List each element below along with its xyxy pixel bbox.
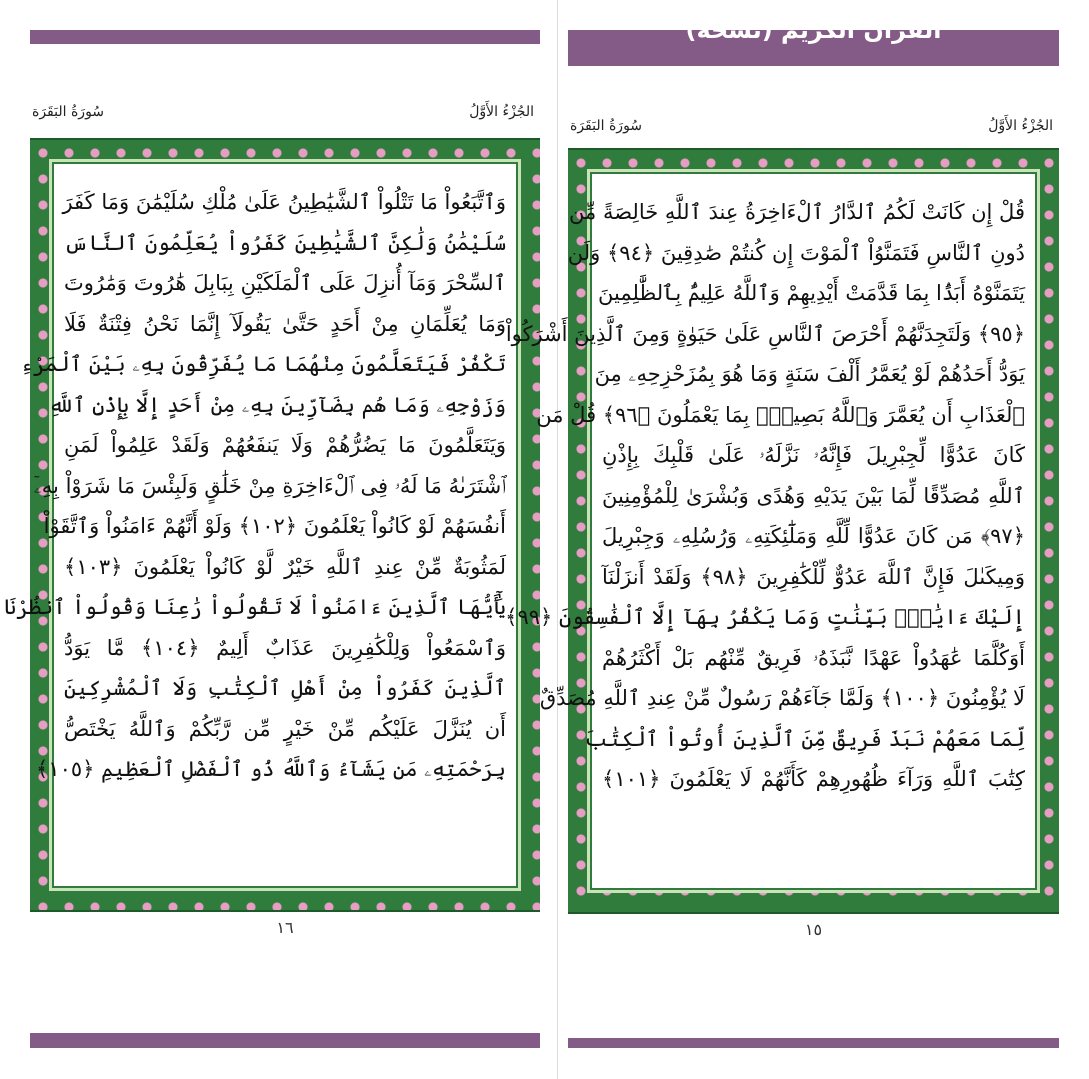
text-line: يَتَمَنَّوْهُ أَبَدًۢا بِمَا قَدَّمَتْ أَيْدِيهِمْ وَٱللَّهُ عَلِيمٌۢ بِٱلظَّٰلِمِينَ [598, 281, 1025, 305]
text-line: وَمَا يُعَلِّمَانِ مِنْ أَحَدٍ حَتَّىٰ يَقُولَآ إِنَّمَا نَحْنُ فِتْنَةٌ فَلَا [64, 311, 506, 336]
quran-text-left [3, 162, 518, 888]
text-line: لَا يُؤْمِنُونَ ﴿١٠٠﴾ وَلَمَّا جَآءَهُمْ رَسُولٌ مِّنْ عِندِ ٱللَّهِ مُصَدِّقٌ [539, 686, 1025, 710]
text-line: كِتَٰبَ ٱللَّهِ وَرَآءَ ظُهُورِهِمْ كَأَنَّهُمْ لَا يَعْلَمُونَ ﴿١٠١﴾ [602, 767, 1025, 791]
app-title: القرآن الكريم (نسخة) [685, 16, 942, 44]
text-line: أَن يُنَزَّلَ عَلَيْكُم مِّنْ خَيْرٍ مِّن رَّبِّكُمْ وَٱللَّهُ يَخْتَصُّ [64, 716, 506, 741]
juz-label: الجُزْءُ الأَوَّلُ [469, 104, 534, 120]
text-line: قُلْ إِن كَانَتْ لَكُمُ ٱلدَّارُ ٱلْءَاخِرَةُ عِندَ ٱللَّهِ خَالِصَةً مِّن [569, 200, 1025, 224]
ornamental-frame-left [3, 138, 540, 912]
mushaf-page-15[interactable] [505, 0, 1059, 1079]
ornamental-frame-right [505, 148, 1059, 914]
text-line: ٱشْتَرَىٰهُ مَا لَهُۥ فِى ٱلْءَاخِرَةِ مِنْ خَلَٰقٍ وَلَبِئْسَ مَا شَرَوْاْ بِهِۦٓ [33, 473, 506, 498]
text-line: ﴿٩٧﴾ مَن كَانَ عَدُوًّا لِّلَّهِ وَمَلَٰٓئِكَتِهِۦ وَرُسُلِهِۦ وَجِبْرِيلَ [602, 524, 1025, 548]
text-line: كَانَ عَدُوًّا لِّجِبْرِيلَ فَإِنَّهُۥ نَزَّلَهُۥ عَلَىٰ قَلْبِكَ بِإِذْنِ [602, 443, 1025, 467]
text-line: سُلَيْمَٰنُ وَلَٰكِنَّ ٱلشَّيَٰطِينَ كَفَرُواْ يُعَلِّمُونَ ٱلنَّاسَ [64, 230, 506, 255]
text-line: لَمَثُوبَةٌ مِّنْ عِندِ ٱللَّهِ خَيْرٌ لَّوْ كَانُواْ يَعْلَمُونَ ﴿١٠٣﴾ [64, 554, 506, 579]
text-line: يَوَدُّ أَحَدُهُمْ لَوْ يُعَمَّرُ أَلْفَ سَنَةٍ وَمَا هُوَ بِمُزَحْزِحِهِۦ مِنَ [594, 362, 1025, 386]
text-line: ﴿٩٥﴾ وَلَتَجِدَنَّهُمْ أَحْرَصَ ٱلنَّاسِ عَلَىٰ حَيَوٰةٍ وَمِنَ ٱلَّذِينَ أَشْرَكُواْ [505, 321, 1025, 346]
text-line: إِلَيْكَ ءَايَٰتٍۭ بَيِّنَٰتٍ وَمَا يَكْفُرُ بِهَآ إِلَّا ٱلْفَٰسِقُونَ ﴿٩٩﴾ [505, 605, 1025, 629]
text-line: تَكْفُرْ فَيَتَعَلَّمُونَ مِنْهُمَا مَا يُفَرِّقُونَ بِهِۦ بَيْنَ ٱلْمَرْءِ [20, 352, 506, 376]
quran-text-right [505, 172, 1037, 890]
text-line: وَٱسْمَعُواْ وَلِلْكَٰفِرِينَ عَذَابٌ أَلِيمٌ ﴿١٠٤﴾ مَّا يَوَدُّ [64, 635, 506, 660]
text-line: دُونِ ٱلنَّاسِ فَتَمَنَّوُاْ ٱلْمَوْتَ إِن كُنتُمْ صَٰدِقِينَ ﴿٩٤﴾ وَلَن [567, 240, 1025, 265]
page-gap [540, 0, 568, 1079]
surah-label: سُورَةُ البَقَرَة [570, 118, 643, 134]
text-line: أَوَكُلَّمَا عَٰهَدُواْ عَهْدًا نَّبَذَهُۥ فَرِيقٌ مِّنْهُم بَلْ أَكْثَرُهُمْ [602, 645, 1025, 670]
text-line: ٱلَّذِينَ كَفَرُواْ مِنْ أَهْلِ ٱلْكِتَٰبِ وَلَا ٱلْمُشْرِكِينَ [64, 676, 506, 700]
text-line: يَٰٓأَيُّهَا ٱلَّذِينَ ءَامَنُواْ لَا تَقُولُواْ رَٰعِنَا وَقُولُواْ ٱنظُرْنَا [3, 595, 506, 619]
text-line: وَمِيكَىٰلَ فَإِنَّ ٱللَّهَ عَدُوٌّ لِّلْكَٰفِرِينَ ﴿٩٨﴾ وَلَقَدْ أَنزَلْنَآ [602, 564, 1025, 589]
text-line: وَزَوْجِهِۦ وَمَا هُم بِضَآرِّينَ بِهِۦ مِنْ أَحَدٍ إِلَّا بِإِذْنِ ٱللَّهِ [48, 392, 506, 417]
text-line: وَٱتَّبَعُواْ مَا تَتْلُواْ ٱلشَّيَٰطِينُ عَلَىٰ مُلْكِ سُلَيْمَٰنَ وَمَا كَفَرَ [62, 190, 506, 214]
page-number: ١٥ [804, 920, 823, 939]
title-bar [568, 16, 1059, 66]
page-divider [557, 0, 558, 1079]
bottom-bar-left [30, 1033, 540, 1048]
top-bar-left [30, 30, 540, 44]
text-line: وَيَتَعَلَّمُونَ مَا يَضُرُّهُمْ وَلَا يَنفَعُهُمْ وَلَقَدْ عَلِمُواْ لَمَنِ [64, 433, 506, 457]
juz-label: الجُزْءُ الأَوَّلُ [988, 118, 1053, 134]
text-line: ٱلْعَذَابِ أَن يُعَمَّرَ وَٱللَّهُ بَصِيرٌۢ بِمَا يَعْمَلُونَ ﴿٩٦﴾ قُلْ مَن [536, 402, 1025, 427]
text-line: أَنفُسَهُمْ لَوْ كَانُواْ يَعْلَمُونَ ﴿١٠٢﴾ وَلَوْ أَنَّهُمْ ءَامَنُواْ وَٱتَّقَوْاْ [43, 514, 506, 538]
text-line: بِرَحْمَتِهِۦ مَن يَشَآءُ وَٱللَّهُ ذُو ٱلْفَضْلِ ٱلْعَظِيمِ ﴿١٠٥﴾ [35, 757, 506, 781]
text-line: ٱلسِّحْرَ وَمَآ أُنزِلَ عَلَى ٱلْمَلَكَيْنِ بِبَابِلَ هَٰرُوتَ وَمَٰرُوتَ [64, 271, 506, 295]
page-number: ١٦ [276, 918, 294, 937]
mushaf-page-16[interactable] [3, 0, 540, 1079]
text-line: لِّمَا مَعَهُمْ نَبَذَ فَرِيقٌ مِّنَ ٱلَّذِينَ أُوتُواْ ٱلْكِتَٰبَ [584, 726, 1025, 751]
bottom-bar-right [568, 1038, 1059, 1048]
text-line: ٱللَّهِ مُصَدِّقًا لِّمَا بَيْنَ يَدَيْهِ وَهُدًى وَبُشْرَىٰ لِلْمُؤْمِنِينَ [602, 483, 1025, 508]
surah-label: سُورَةُ البَقَرَة [32, 104, 105, 120]
